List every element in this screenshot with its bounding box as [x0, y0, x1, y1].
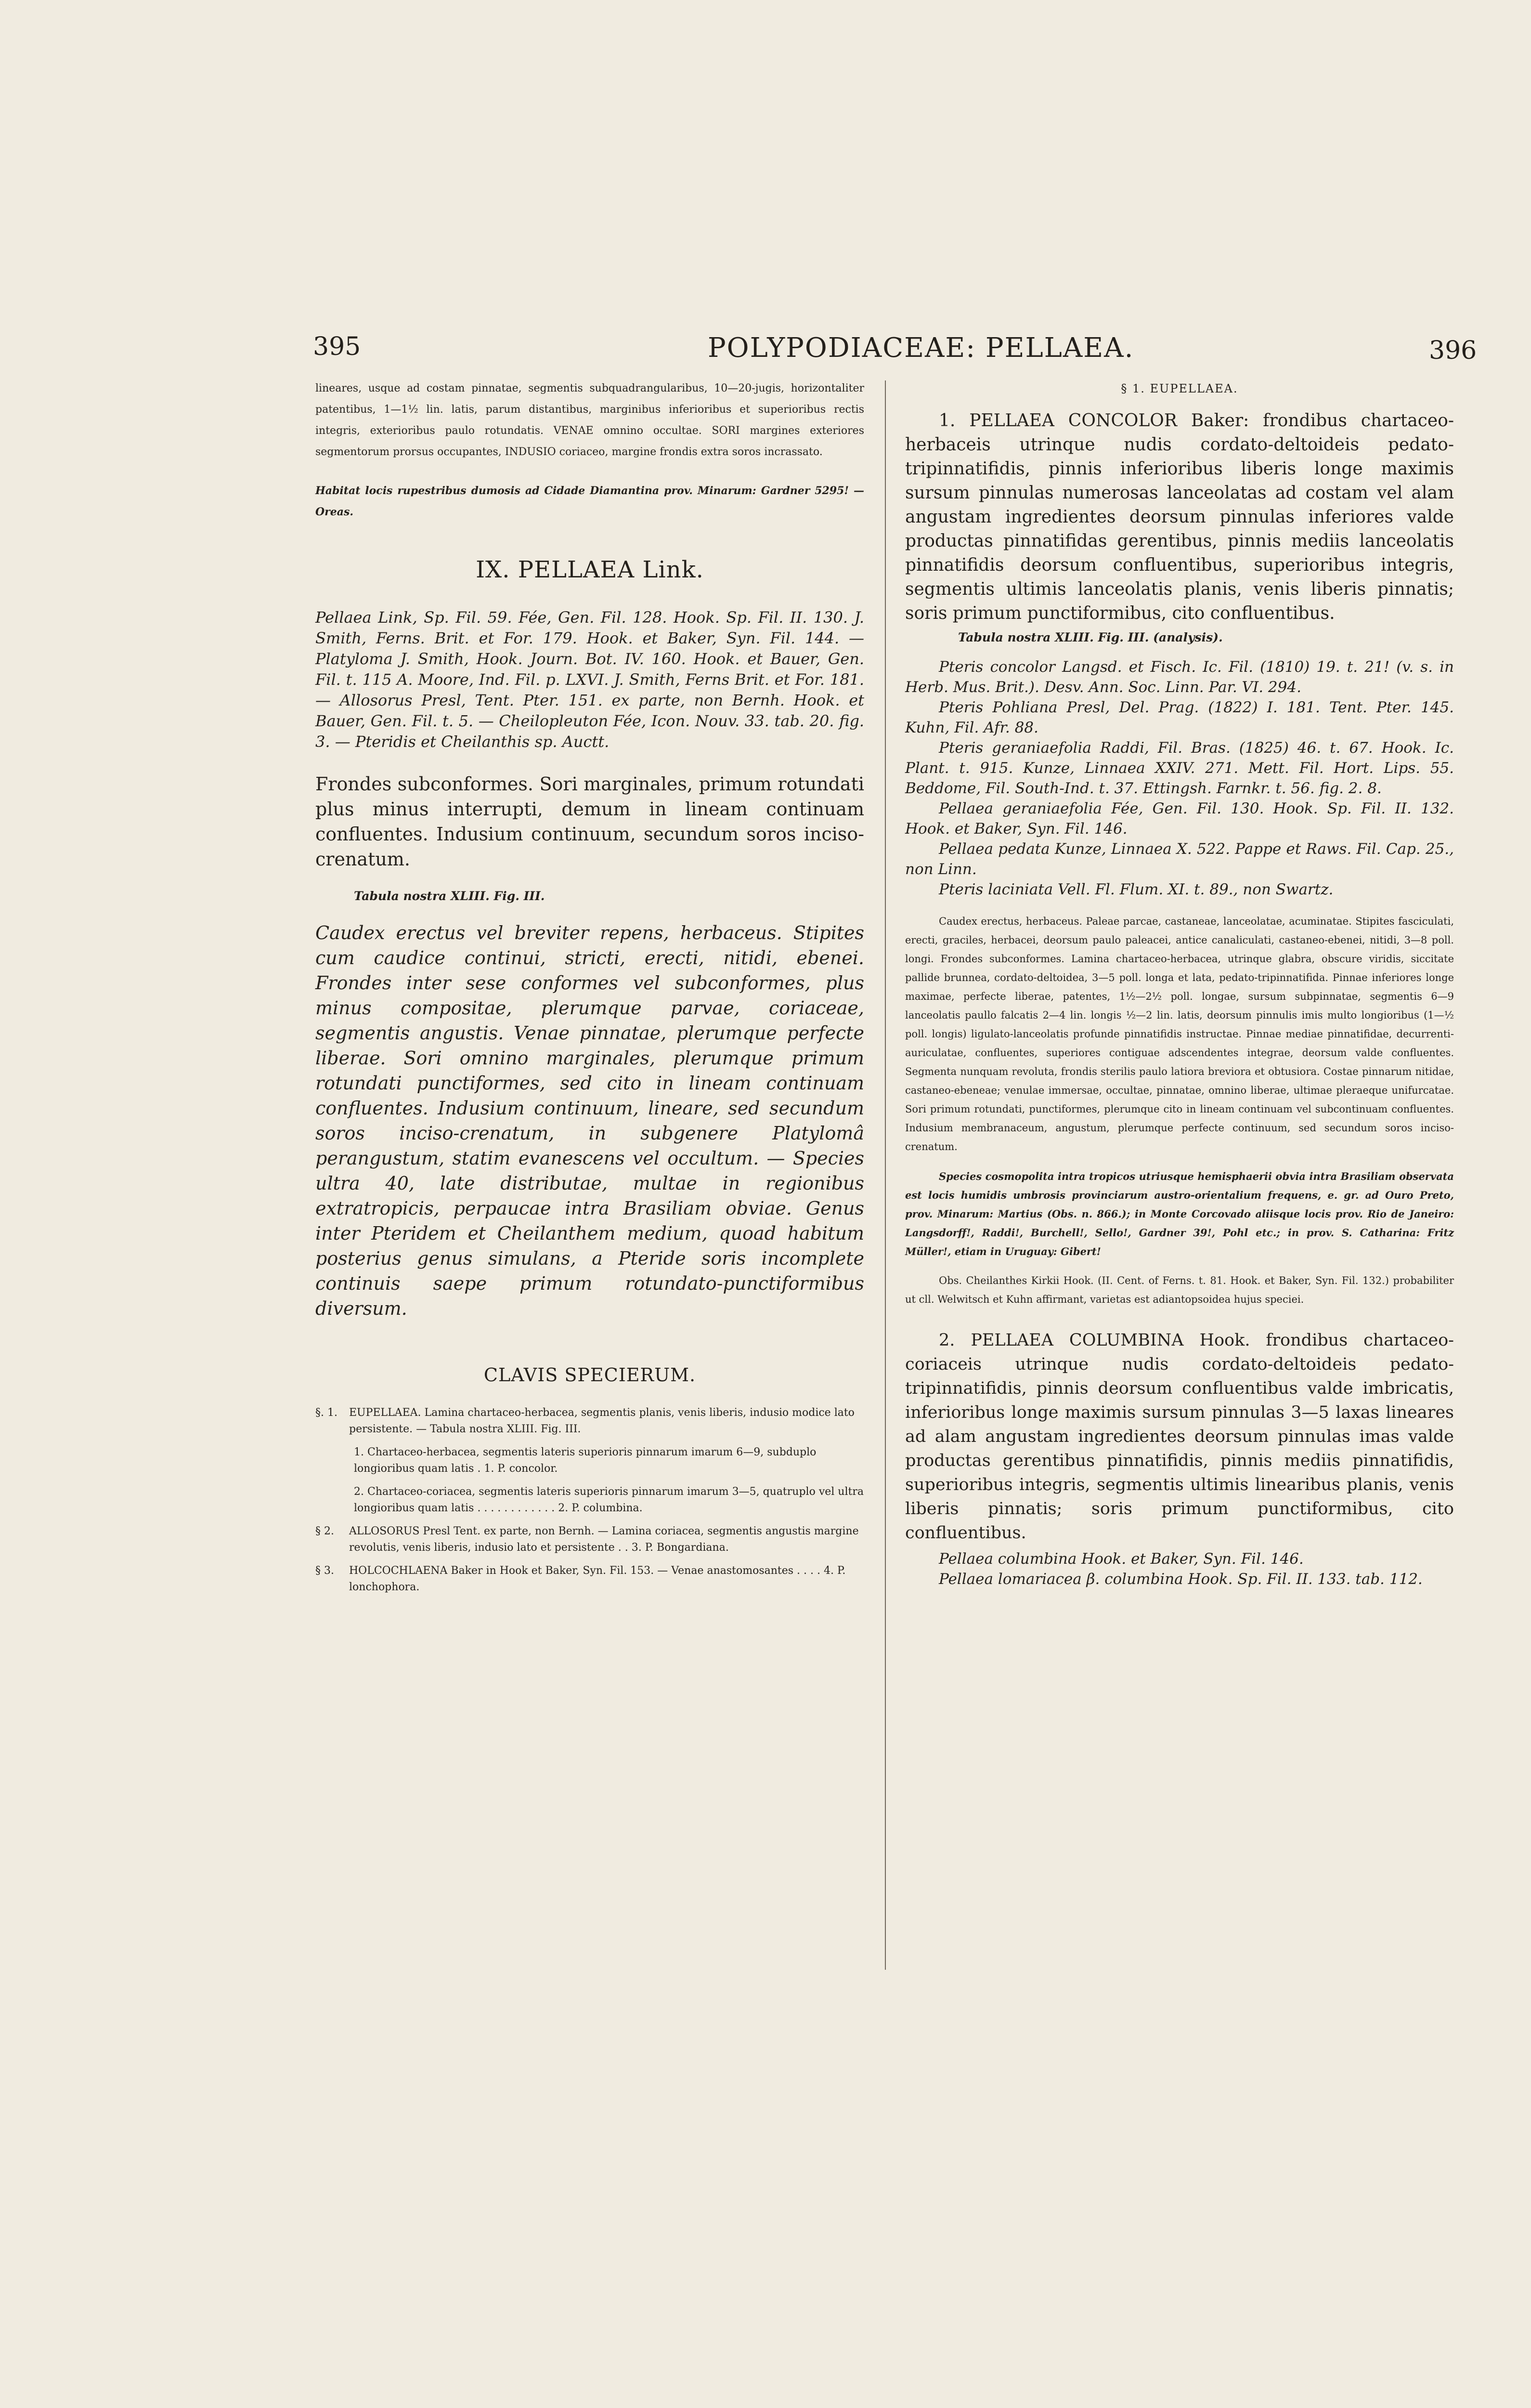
key-section-text: EUPELLAEA. Lamina chartaceo-herbacea, segmentis planis, venis liberis, indusio modice lato persistente. — Tabula nostra XLIII. Fig. III. — [349, 1407, 855, 1435]
genus-synonymy: Pellaea Link, Sp. Fil. 59. Fée, Gen. Fil. 128. Hook. Sp. Fil. II. 130. J. Smith, Ferns. Brit. et For. 179. Hook. et Baker, Syn. Fil. 144. — Platyloma J. Smith, Hook. Journ. Bot. IV. 160. Hook. et Bauer, Gen. Fil. t. 115 A. Moore, Ind. Fil. p. LXVI. J. Smith, Ferns Brit. et For. 181. — Allosorus Presl, Tent. Pter. 151. ex parte, non Bernh. Hook. et Bauer, Gen. Fil. t. 5. — Cheilopleuton Fée, Icon. Nouv. 33. tab. 20. fig. 3. — Pteridis et Cheilanthis sp. Auctt. — [315, 608, 864, 751]
key-section-2 — [315, 1523, 864, 1556]
key-section-text: ALLOSORUS Presl Tent. ex parte, non Bernh. — Lamina coriacea, segmentis angustis margine revolutis, venis liberis, indusio lato et persistente . . 3. P. Bongardiana. — [349, 1525, 859, 1554]
species-1-synonym: Pteris geraniaefolia Raddi, Fil. Bras. (1825) 46. t. 67. Hook. Ic. Plant. t. 915. Kunze, Linnaea XXIV. 271. Mett. Fil. Hort. Lips. 55. Beddome, Fil. South-Ind. t. 37. Ettingsh. Farnkr. t. 56. fig. 2. 8. — [905, 739, 1454, 797]
column-divider — [885, 380, 886, 1970]
genus-heading: IX. PELLAEA Link. — [476, 556, 704, 583]
species-1-synonym: Pteris laciniata Vell. Fl. Flum. XI. t. 89., non Swartz. — [939, 881, 1334, 898]
key-section-sign: § 3. — [315, 1565, 334, 1577]
key-section-3 — [315, 1563, 864, 1596]
genus-tabula: Tabula nostra XLIII. Fig. III. — [354, 889, 545, 903]
species-1-tabula: Tabula nostra XLIII. Fig. III. (analysis). — [958, 630, 1223, 644]
habitat-text: Habitat locis rupestribus dumosis ad Cidade Diamantina prov. Minarum: Gardner 5295! — Oreas. — [315, 484, 864, 518]
key-section-1 — [315, 1405, 864, 1438]
genus-description: Caudex erectus vel breviter repens, herbaceus. Stipites cum caudice continui, stricti, erecti, nitidi, ebenei. Frondes inter sese conformes vel subconformes, plus minus compositae, plerumque parvae, coriaceae, segmentis angustis. Venae pinnatae, plerumque perfecte liberae. Sori omnino marginales, plerumque primum rotundati punctiformes, sed cito in lineam continuam confluentes. Indusium continuum, lineare, sed secundum soros inciso-crenatum, in subgenere Platylomâ perangustum, statim evanescens vel occultum. — Species ultra 40, late distributae, multae in regionibus extratropicis, perpaucae intra Brasiliam obviae. Genus inter Pteridem et Cheilanthem medium, quoad habitum posterius genus simulans, a Pteride soris incomplete continuis saepe primum rotundato-punctiformibus diversum. — [315, 922, 864, 1319]
species-1-obs: Obs. Cheilanthes Kirkii Hook. (II. Cent. of Ferns. t. 81. Hook. et Baker, Syn. Fil. 132.) probabiliter ut cll. Welwitsch et Kuhn affirmant, varietas est adiantopsoidea hujus speciei. — [905, 1275, 1454, 1305]
key-section-sign: § 2. — [315, 1525, 334, 1537]
running-title: POLYPODIACEAE: PELLAEA. — [708, 332, 1134, 364]
species-2-synonym: Pellaea lomariacea β. columbina Hook. Sp. Fil. II. 133. tab. 112. — [939, 1570, 1423, 1588]
page-number-right: 396 — [1429, 336, 1477, 365]
species-1-habitat: Species cosmopolita intra tropicos utriusque hemisphaerii obvia intra Brasiliam observata est locis humidis umbrosis provinciarum austro-orientalium frequens, e. gr. ad Ouro Preto, prov. Minarum: Martius (Obs. n. 866.); in Monte Corcovado aliisque locis prov. Rio de Janeiro: Langsdorff!, Raddi!, Burchell!, Sello!, Gardner 39!, Pohl etc.; in prov. S. Catharina: Fritz Müller!, etiam in Uruguay: Gibert! — [905, 1170, 1454, 1257]
page-header — [0, 332, 1531, 366]
species-1-synonym: Pteris concolor Langsd. et Fisch. Ic. Fil. (1810) 19. t. 21! (v. s. in Herb. Mus. Brit.). Desv. Ann. Soc. Linn. Par. VI. 294. — [905, 658, 1454, 696]
genus-frondes: Frondes subconformes. Sori marginales, primum rotundati plus minus interrupti, demum in lineam continuam confluentes. Indusium continuum, secundum soros inciso-crenatum. — [315, 773, 864, 870]
species-2-synonym: Pellaea columbina Hook. et Baker, Syn. Fil. 146. — [939, 1550, 1304, 1568]
key-item: 2. Chartaceo-coriacea, segmentis lateris superioris pinnarum imarum 3—5, quatruplo vel ultra longioribus quam latis . . . . . . . . . . . . 2. P. columbina. — [354, 1486, 864, 1514]
species-2-diagnosis: 2. PELLAEA COLUMBINA Hook. frondibus chartaceo-coriaceis utrinque nudis cordato-deltoideis pedato-tripinnatifidis, pinnis deorsum confluentibus valde imbricatis, inferioribus longe maximis sursum pinnulas 3—5 laxas lineares ad alam angustam ingredientes deorsum pinnulas imas valde productas gerentibus pinnatifidis, pinnis mediis pinnatifidis, superioribus integris, segmentis ultimis linearibus planis, venis liberis pinnatis; soris primum punctiformibus, cito confluentibus. — [905, 1331, 1454, 1543]
clavis-heading: CLAVIS SPECIERUM. — [483, 1364, 696, 1386]
key-item: 1. Chartaceo-herbacea, segmentis lateris superioris pinnarum imarum 6—9, subduplo longioribus quam latis . 1. P. concolor. — [354, 1446, 817, 1475]
key-section-sign: §. 1. — [315, 1407, 337, 1419]
key-section-text: HOLCOCHLAENA Baker in Hook et Baker, Syn. Fil. 153. — Venae anastomosantes . . . . 4. P. lonchophora. — [349, 1565, 846, 1593]
left-column — [315, 378, 864, 1596]
continuation-text: lineares, usque ad costam pinnatae, segmentis subquadrangularibus, 10—20-jugis, horizontaliter patentibus, 1—1½ lin. latis, parum distantibus, marginibus inferioribus et superioribus rectis integris, exterioribus paulo rotundatis. VENAE omnino occultae. SORI margines exteriores segmentorum prorsus occupantes, INDUSIO coriaceo, margine frondis extra soros incrassato. — [315, 382, 864, 458]
species-1-description: Caudex erectus, herbaceus. Paleae parcae, castaneae, lanceolatae, acuminatae. Stipites fasciculati, erecti, graciles, herbacei, deorsum paulo paleacei, antice canaliculati, castaneo-ebenei, nitidi, 3—8 poll. longi. Frondes subconformes. Lamina chartaceo-herbacea, utrinque glabra, obscure viridis, siccitate pallide brunnea, cordato-deltoidea, 3—5 poll. longa et lata, pedato-tripinnatifida. Pinnae inferiores longe maximae, perfecte liberae, patentes, 1½—2½ poll. longae, sursum subpinnatae, segmentis 6—9 lanceolatis paullo falcatis 2—4 lin. longis ½—2 lin. latis, deorsum pinnulis imis multo longioribus (1—½ poll. longis) ligulato-lanceolatis profunde pinnatifidis instructae. Pinnae mediae pinnatifidae, decurrenti-auriculatae, confluentes, superiores contiguae adscendentes integrae, deorsum valde confluentes. Segmenta nunquam revoluta, frondis sterilis paulo latiora breviora et obtusiora. Costae pinnarum nitidae, castaneo-ebeneae; venulae immersae, occultae, pinnatae, omnino liberae, ultimae pleraeque unifurcatae. Sori primum rotundati, punctiformes, plerumque cito in lineam continuam vel subcontinuam confluentes. Indusium membranaceum, angustum, plerumque perfecte continuum, sed secundum soros inciso-crenatum. — [905, 916, 1454, 1152]
species-1-synonym: Pteris Pohliana Presl, Del. Prag. (1822) I. 181. Tent. Pter. 145. Kuhn, Fil. Afr. 88. — [905, 699, 1454, 736]
species-1-diagnosis: 1. PELLAEA CONCOLOR Baker: frondibus chartaceo-herbaceis utrinque nudis cordato-deltoideis pedato-tripinnatifidis, pinnis inferioribus liberis longe maximis sursum pinnulas numerosas lanceolatas ad costam vel alam angustam ingredientes deorsum pinnulas inferiores valde productas pinnatifidas gerentibus, pinnis mediis lanceolatis pinnatifidis deorsum confluentibus, superioribus integris, segmentis ultimis lanceolatis planis, venis liberis pinnatis; soris primum punctiformibus, cito confluentibus. — [905, 411, 1454, 623]
section-heading: § 1. EUPELLAEA. — [1121, 382, 1238, 395]
right-column — [905, 378, 1454, 1589]
species-1-synonym: Pellaea geraniaefolia Fée, Gen. Fil. 130. Hook. Sp. Fil. II. 132. Hook. et Baker, Syn. Fil. 146. — [905, 800, 1454, 838]
page-number-left: 395 — [313, 332, 361, 361]
species-1-synonym: Pellaea pedata Kunze, Linnaea X. 522. Pappe et Raws. Fil. Cap. 25., non Linn. — [905, 840, 1454, 878]
